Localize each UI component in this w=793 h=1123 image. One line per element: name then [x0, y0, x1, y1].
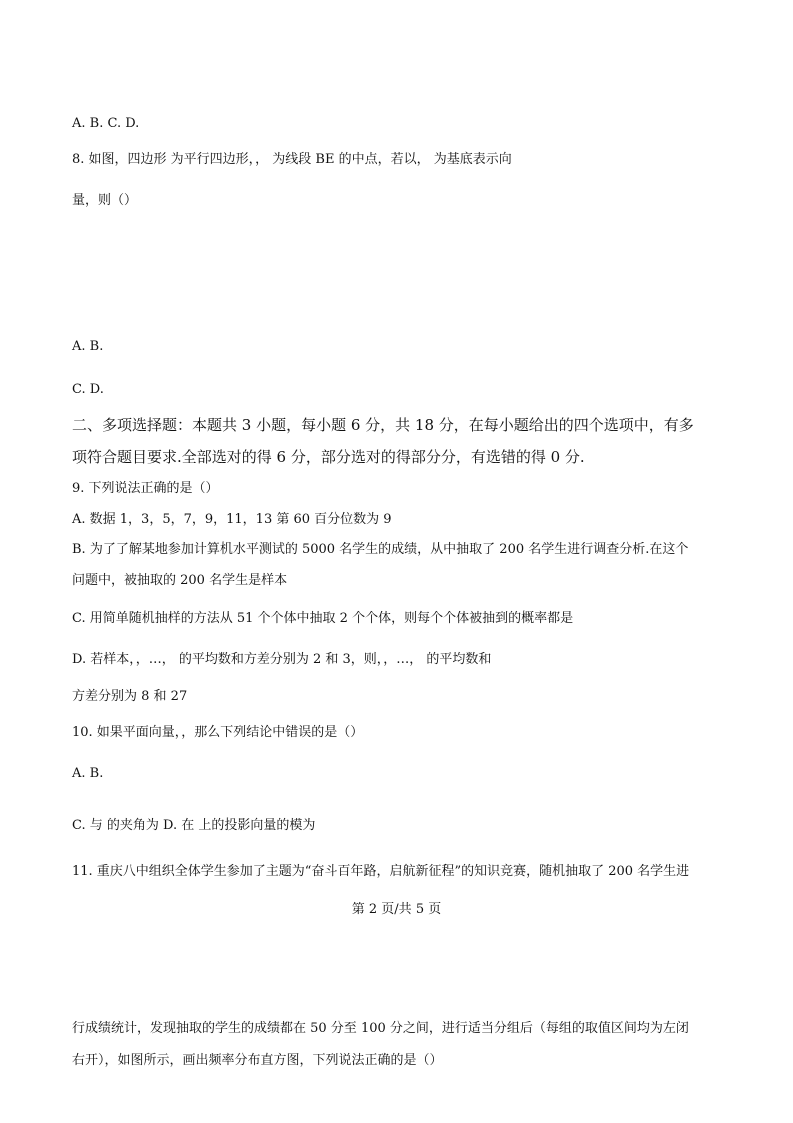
q7-options: A. B. C. D. [72, 116, 140, 131]
q9-stem: 9. 下列说法正确的是（） [72, 481, 219, 496]
q9-option-a: A. 数据 1，3，5，7，9，11，13 第 60 百分位数为 9 [72, 512, 392, 527]
q9-option-b-line2: 问题中，被抽取的 200 名学生是样本 [72, 573, 288, 588]
q10-options-cd: C. 与 的夹角为 D. 在 上的投影向量的模为 [72, 818, 316, 833]
q11-stem-line1: 11. 重庆八中组织全体学生参加了主题为“奋斗百年路，启航新征程”的知识竞赛，随机抽取了 200 名学生进 [72, 864, 690, 879]
page-footer: 第 2 页/共 5 页 [351, 902, 442, 917]
q8-options-ab: A. B. [72, 339, 104, 354]
section2-heading-line2: 项符合题目要求.全部选对的得 6 分，部分选对的得部分分，有选错的得 0 分. [72, 448, 585, 466]
q9-option-b-line1: B. 为了了解某地参加计算机水平测试的 5000 名学生的成绩，从中抽取了 200 名学生进行调查分析.在这个 [72, 542, 689, 557]
q9-option-d-line2: 方差分别为 8 和 27 [72, 689, 188, 704]
q11-stem-line3: 右开），如图所示，画出频率分布直方图，下列说法正确的是（） [72, 1053, 443, 1068]
q11-stem-line2: 行成绩统计，发现抽取的学生的成绩都在 50 分至 100 分之间，进行适当分组后（每组的取值区间均为左闭 [72, 1021, 689, 1036]
q9-option-d-line1: D. 若样本，，…， 的平均数和方差分别为 2 和 3，则，，…， 的平均数和 [72, 652, 492, 667]
q10-stem: 10. 如果平面向量，，那么下列结论中错误的是（） [72, 725, 364, 740]
q9-option-c: C. 用简单随机抽样的方法从 51 个个体中抽取 2 个个体，则每个个体被抽到的概率都是 [72, 611, 574, 626]
section2-heading-line1: 二、多项选择题：本题共 3 小题，每小题 6 分，共 18 分，在每小题给出的四个选项中，有多 [72, 416, 694, 434]
q8-stem-line2: 量，则（） [72, 193, 138, 208]
q8-options-cd: C. D. [72, 382, 104, 397]
q10-options-ab: A. B. [72, 766, 104, 781]
q8-stem-line1: 8. 如图，四边形 为平行四边形，， 为线段 BE 的中点，若以， 为基底表示向 [72, 152, 512, 167]
